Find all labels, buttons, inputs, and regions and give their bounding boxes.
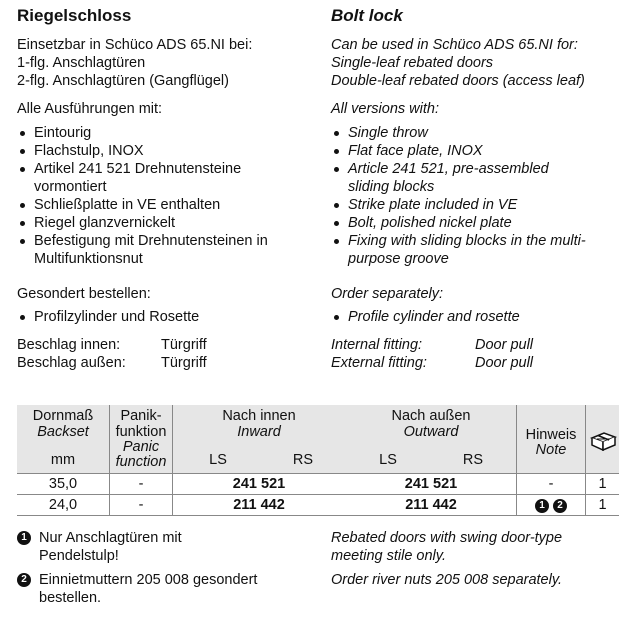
note-badge-1: 1 — [535, 499, 549, 513]
feature-de: Flachstulp, INOX — [17, 142, 317, 160]
fitting-key: Beschlag außen: — [17, 355, 126, 371]
footnote-2-en — [331, 571, 621, 589]
cell-note-badges — [517, 497, 585, 515]
cell-backset: 35,0 — [48, 476, 78, 492]
order-item-de: Profilzylinder und Rosette — [17, 308, 317, 326]
footnote-text: Pendelstulp! — [39, 548, 119, 564]
feature-en: Bolt, polished nickel plate — [331, 214, 627, 232]
versions-label-de: Alle Ausführungen mit: — [17, 101, 163, 117]
usage-en-2: Double-leaf rebated doors (access leaf) — [331, 73, 585, 89]
feature-de: Eintourig — [17, 124, 317, 142]
fitting-row-de — [17, 354, 317, 372]
footnote-2 — [17, 571, 619, 611]
order-items-de — [17, 308, 317, 326]
fitting-key: Internal fitting: — [331, 337, 423, 353]
table-header — [17, 405, 619, 473]
title-de: Riegelschloss — [17, 6, 132, 25]
features-de — [17, 124, 317, 268]
feature-de: Artikel 241 521 Drehnutensteine vormontiert — [17, 160, 284, 196]
footnote-badge: 2 — [17, 573, 31, 587]
german-column — [17, 6, 317, 372]
header-aussen: Nach außen — [391, 408, 471, 424]
usage-de-1: 1-flg. Anschlagtüren — [17, 55, 146, 71]
fitting-row-de — [17, 336, 317, 354]
header-outward: Outward — [403, 424, 459, 440]
fitting-value: Türgriff — [161, 355, 207, 371]
feature-en: Fixing with sliding blocks in the multi-purpose groove — [331, 232, 588, 268]
usage-de-2: 2-flg. Anschlagtüren (Gangflügel) — [17, 73, 229, 89]
footnote-text: Nur Anschlagtüren mit — [39, 530, 182, 546]
cell-outward: 211 442 — [405, 497, 457, 513]
usage-en-1: Single-leaf rebated doors — [331, 55, 494, 71]
header-dornmass: Dornmaß — [32, 408, 94, 424]
header-panic-1: Panic — [122, 439, 160, 455]
note-badge-2: 2 — [553, 499, 567, 513]
footnote-text: meeting stile only. — [331, 548, 446, 564]
footnote-1-en — [331, 529, 621, 565]
table-row — [17, 494, 619, 516]
order-item-en: Profile cylinder and rosette — [331, 308, 627, 326]
cell-panic: - — [138, 497, 144, 513]
order-label-en: Order separately: — [331, 286, 444, 302]
english-column — [331, 6, 627, 372]
feature-en: Flat face plate, INOX — [331, 142, 627, 160]
header-innen: Nach innen — [222, 408, 296, 424]
footnote-text: Rebated doors with swing door-type — [331, 530, 563, 546]
feature-de: Befestigung mit Drehnutensteinen in Multifunktionsnut — [17, 232, 289, 268]
cell-qty: 1 — [598, 476, 607, 492]
header-panic-2: function — [115, 454, 167, 470]
footnote-text: bestellen. — [39, 590, 102, 606]
table-row — [17, 473, 619, 494]
header-inward: Inward — [237, 424, 281, 440]
footnote-1 — [17, 529, 619, 571]
feature-en: Single throw — [331, 124, 627, 142]
footnote-text: Order river nuts 205 008 separately. — [331, 572, 563, 588]
header-mm: mm — [50, 452, 76, 468]
header-note: Note — [535, 442, 567, 458]
header-panik-1: Panik- — [120, 408, 162, 424]
fitting-row-en — [331, 354, 627, 372]
cell-panic: - — [138, 476, 144, 492]
fitting-key: External fitting: — [331, 355, 427, 371]
article-table — [17, 405, 619, 516]
header-ls-outward: LS — [379, 452, 397, 468]
feature-de: Riegel glanzvernickelt — [17, 214, 317, 232]
header-ls-inward: LS — [209, 452, 227, 468]
title-en: Bolt lock — [331, 6, 403, 25]
cell-qty: 1 — [598, 497, 607, 513]
cell-outward: 241 521 — [404, 476, 458, 492]
usage-en-0: Can be used in Schüco ADS 65.NI for: — [331, 37, 578, 53]
fitting-value: Door pull — [475, 337, 534, 353]
cell-inward: 241 521 — [232, 476, 286, 492]
feature-en: Strike plate included in VE — [331, 196, 627, 214]
cell-inward: 211 442 — [233, 497, 285, 513]
feature-en: Article 241 521, pre-assembled sliding blocks — [331, 160, 573, 196]
package-icon — [586, 429, 619, 455]
footnote-badge: 1 — [17, 531, 31, 545]
versions-label-en: All versions with: — [331, 101, 439, 117]
cell-note: - — [548, 476, 554, 492]
cell-backset: 24,0 — [48, 497, 78, 513]
header-backset: Backset — [37, 424, 89, 440]
order-items-en — [331, 308, 627, 326]
fitting-value: Türgriff — [161, 337, 207, 353]
fitting-value: Door pull — [475, 355, 534, 371]
order-label-de: Gesondert bestellen: — [17, 286, 151, 302]
footnote-text: Einnietmuttern 205 008 gesondert — [39, 572, 258, 588]
header-rs-inward: RS — [292, 452, 314, 468]
header-panik-2: funktion — [115, 424, 167, 440]
usage-de-0: Einsetzbar in Schüco ADS 65.NI bei: — [17, 37, 253, 53]
footnotes — [17, 529, 619, 611]
feature-de: Schließplatte in VE enthalten — [17, 196, 317, 214]
header-hinweis: Hinweis — [525, 427, 577, 443]
fitting-row-en — [331, 336, 627, 354]
header-rs-outward: RS — [462, 452, 484, 468]
fitting-key: Beschlag innen: — [17, 337, 121, 353]
features-en — [331, 124, 627, 268]
